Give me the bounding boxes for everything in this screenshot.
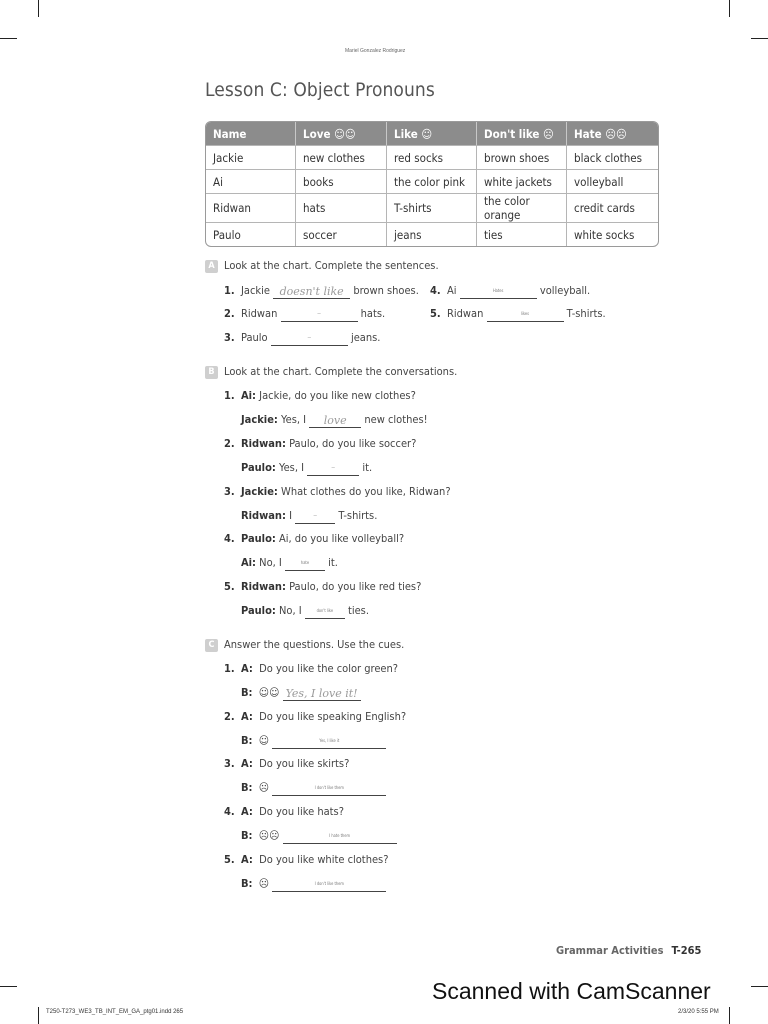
question-text: What clothes do you like, Ridwan? <box>281 485 451 498</box>
crop-mark <box>38 0 39 17</box>
instruction-text: Answer the questions. Use the cues. <box>224 638 405 651</box>
exercise-c-2-answer <box>241 734 386 748</box>
column-header: Like ☺ <box>387 122 477 145</box>
handwritten-answer: I hate them <box>329 833 351 838</box>
speaker-label: B: <box>241 829 253 842</box>
conversation-b-3-question <box>224 485 451 498</box>
conversation-b-2-answer <box>241 461 372 475</box>
handwritten-answer: Yes, I like it <box>319 738 340 743</box>
speaker-label: Paulo: <box>241 461 276 474</box>
answer-blank[interactable] <box>307 462 359 476</box>
speaker-label: Paulo: <box>241 532 276 545</box>
sentence-end: jeans. <box>350 331 381 344</box>
speaker-label: B: <box>241 734 253 747</box>
column-header: Hate ☹☹ <box>567 122 658 145</box>
handwritten-answer: don't like <box>316 608 334 613</box>
handwritten-answer: — <box>317 311 321 316</box>
exercise-c-2-question <box>224 710 406 723</box>
sentence-start: Yes, I <box>281 413 307 426</box>
sentence-start: Ridwan <box>447 307 484 320</box>
item-number: 3. <box>224 757 235 770</box>
table-cell: books <box>296 169 387 193</box>
crop-mark <box>729 0 730 17</box>
speaker-label: A: <box>241 805 253 818</box>
section-b-instruction <box>205 365 457 379</box>
item-number: 1. <box>224 662 235 675</box>
table-header-row <box>206 122 658 145</box>
crop-mark <box>751 986 768 987</box>
sentence-start: No, I <box>259 556 282 569</box>
sentence-start: Ai <box>447 284 457 297</box>
likes-chart <box>205 121 659 247</box>
speaker-label: A: <box>241 662 253 675</box>
handwritten-answer: — <box>313 513 317 518</box>
item-number: 5. <box>430 307 441 320</box>
exercise-c-4-question <box>224 805 344 818</box>
answer-blank[interactable] <box>271 332 348 346</box>
column-header: Don't like ☹ <box>477 122 567 145</box>
sentence-end: T-shirts. <box>338 509 378 522</box>
item-number: 5. <box>224 853 235 866</box>
table-cell: the color orange <box>477 193 567 222</box>
sentence-start: Paulo <box>241 331 268 344</box>
conversation-b-3-answer <box>241 509 377 523</box>
table-cell: brown shoes <box>477 145 567 169</box>
conversation-b-5-question <box>224 580 421 593</box>
speaker-label: Ai: <box>241 389 257 402</box>
table-cell: credit cards <box>567 193 658 222</box>
sentence-start: I <box>289 509 292 522</box>
answer-blank[interactable] <box>460 285 537 299</box>
question-text: Do you like white clothes? <box>259 853 389 866</box>
handwritten-answer: I don't like them <box>314 881 344 886</box>
speaker-label: A: <box>241 757 253 770</box>
page-title: Lesson C: Object Pronouns <box>205 79 435 101</box>
handwritten-answer: Hates <box>492 288 504 293</box>
answer-blank[interactable] <box>273 285 350 299</box>
item-number: 3. <box>224 331 235 344</box>
item-number: 4. <box>430 284 441 297</box>
answer-blank[interactable] <box>309 414 361 428</box>
speaker-label: A: <box>241 853 253 866</box>
table-cell: Paulo <box>206 222 296 246</box>
speaker-label: Jackie: <box>241 485 278 498</box>
exercise-c-5-answer <box>241 877 386 891</box>
question-text: Do you like skirts? <box>259 757 350 770</box>
item-number: 1. <box>224 389 235 402</box>
sentence-start: Ridwan <box>241 307 278 320</box>
exercise-a-item-1 <box>224 284 419 298</box>
item-number: 5. <box>224 580 235 593</box>
speaker-label: Jackie: <box>241 413 278 426</box>
table-cell: white jackets <box>477 169 567 193</box>
handwritten-answer: love <box>323 414 347 427</box>
answer-blank[interactable] <box>272 878 386 892</box>
conversation-b-2-question <box>224 437 416 450</box>
speaker-label: B: <box>241 686 253 699</box>
table-cell: hats <box>296 193 387 222</box>
exercise-c-3-question <box>224 757 349 770</box>
question-text: Paulo, do you like red ties? <box>289 580 422 593</box>
section-badge: C <box>205 639 218 652</box>
frown-cue-icon: ☹ <box>258 877 270 890</box>
handwritten-answer: Yes, I love it! <box>285 687 358 700</box>
conversation-b-1-answer <box>241 413 428 427</box>
sentence-end: new clothes! <box>364 413 428 426</box>
conversation-b-5-answer <box>241 604 369 618</box>
frown-cue-icon: ☹ <box>258 781 270 794</box>
item-number: 2. <box>224 710 235 723</box>
table-cell: black clothes <box>567 145 658 169</box>
column-header: Name <box>206 122 296 145</box>
sentence-start: Yes, I <box>278 461 305 474</box>
crop-mark <box>751 38 768 39</box>
question-text: Do you like hats? <box>259 805 344 818</box>
speaker-label: Ridwan: <box>241 509 286 522</box>
crop-mark <box>0 38 17 39</box>
sentence-end: it. <box>362 461 373 474</box>
sentence-end: hats. <box>360 307 386 320</box>
frown-cue-icon: ☹☹ <box>258 829 280 842</box>
footer-label: Grammar Activities <box>556 944 664 957</box>
conversation-b-4-answer <box>241 556 338 570</box>
exercise-a-item-5 <box>430 307 606 321</box>
exercise-a-item-2 <box>224 307 385 321</box>
column-header: Love ☺☺ <box>296 122 387 145</box>
section-c-instruction <box>205 638 404 652</box>
question-text: Jackie, do you like new clothes? <box>259 389 416 402</box>
speaker-label: Ai: <box>241 556 257 569</box>
sentence-end: brown shoes. <box>353 284 419 297</box>
conversation-b-1-question <box>224 389 416 402</box>
item-number: 1. <box>224 284 235 297</box>
sentence-start: Jackie <box>241 284 270 297</box>
sentence-end: T-shirts. <box>566 307 606 320</box>
sentence-end: volleyball. <box>539 284 591 297</box>
table-cell: Jackie <box>206 145 296 169</box>
handwritten-answer: — <box>331 465 335 470</box>
question-text: Ai, do you like volleyball? <box>278 532 405 545</box>
exercise-c-1-question <box>224 662 398 675</box>
section-a-instruction <box>205 259 439 273</box>
table-row <box>206 169 658 193</box>
speaker-label: Ridwan: <box>241 437 286 450</box>
exercise-a-item-3 <box>224 331 380 345</box>
exercise-c-1-answer <box>241 686 361 700</box>
sentence-end: ties. <box>347 604 369 617</box>
table-cell: Ai <box>206 169 296 193</box>
sentence-end: it. <box>328 556 338 569</box>
handwritten-answer: hate <box>300 560 310 565</box>
speaker-label: B: <box>241 781 253 794</box>
item-number: 4. <box>224 805 235 818</box>
crop-mark <box>38 1007 39 1024</box>
answer-blank[interactable] <box>295 510 335 524</box>
section-badge: B <box>205 366 218 379</box>
file-name: T250-T273_WE3_TB_INT_EM_GA_ptg01.indd 265 <box>46 1009 184 1015</box>
answer-blank[interactable] <box>272 735 386 749</box>
item-number: 4. <box>224 532 235 545</box>
handwritten-answer: doesn't like <box>279 285 344 298</box>
exercise-c-3-answer <box>241 781 386 795</box>
owner-name: Mariel Gonzalez Rodriguez <box>345 48 406 54</box>
answer-blank[interactable] <box>281 308 358 322</box>
exercise-a-item-4 <box>430 284 590 298</box>
section-badge: A <box>205 260 218 273</box>
instruction-text: Look at the chart. Complete the sentences. <box>224 259 439 272</box>
exercise-c-5-question <box>224 853 388 866</box>
smiley-cue-icon: ☺ <box>258 734 270 747</box>
table-row <box>206 145 658 169</box>
table-cell: jeans <box>387 222 477 246</box>
table-cell: soccer <box>296 222 387 246</box>
page-footer <box>556 944 701 957</box>
handwritten-answer: likes <box>520 311 530 316</box>
speaker-label: B: <box>241 877 253 890</box>
smiley-cue-icon: ☺☺ <box>258 686 280 699</box>
item-number: 2. <box>224 307 235 320</box>
answer-blank[interactable] <box>272 782 386 796</box>
conversation-b-4-question <box>224 532 404 545</box>
instruction-text: Look at the chart. Complete the conversations. <box>224 365 458 378</box>
table-cell: red socks <box>387 145 477 169</box>
handwritten-answer: — <box>307 335 312 340</box>
answer-blank[interactable] <box>283 687 361 701</box>
table-cell: volleyball <box>567 169 658 193</box>
item-number: 2. <box>224 437 235 450</box>
print-date: 2/3/20 5:55 PM <box>678 1009 719 1015</box>
item-number: 3. <box>224 485 235 498</box>
table-cell: T-shirts <box>387 193 477 222</box>
speaker-label: A: <box>241 710 253 723</box>
table-cell: white socks <box>567 222 658 246</box>
exercise-c-4-answer <box>241 829 397 843</box>
answer-blank[interactable] <box>283 830 397 844</box>
crop-mark <box>0 986 17 987</box>
answer-blank[interactable] <box>285 557 325 571</box>
question-text: Do you like speaking English? <box>259 710 407 723</box>
question-text: Paulo, do you like soccer? <box>289 437 417 450</box>
answer-blank[interactable] <box>305 605 345 619</box>
answer-blank[interactable] <box>487 308 564 322</box>
handwritten-answer: I don't like them <box>314 785 344 790</box>
table-row <box>206 193 658 222</box>
table-cell: the color pink <box>387 169 477 193</box>
sentence-start: No, I <box>278 604 302 617</box>
table-cell: Ridwan <box>206 193 296 222</box>
speaker-label: Paulo: <box>241 604 276 617</box>
table-cell: new clothes <box>296 145 387 169</box>
crop-mark <box>729 1007 730 1024</box>
question-text: Do you like the color green? <box>259 662 399 675</box>
table-row <box>206 222 658 246</box>
scanner-watermark: Scanned with CamScanner <box>432 978 711 1004</box>
table-cell: ties <box>477 222 567 246</box>
page-number: T-265 <box>671 944 702 957</box>
speaker-label: Ridwan: <box>241 580 286 593</box>
